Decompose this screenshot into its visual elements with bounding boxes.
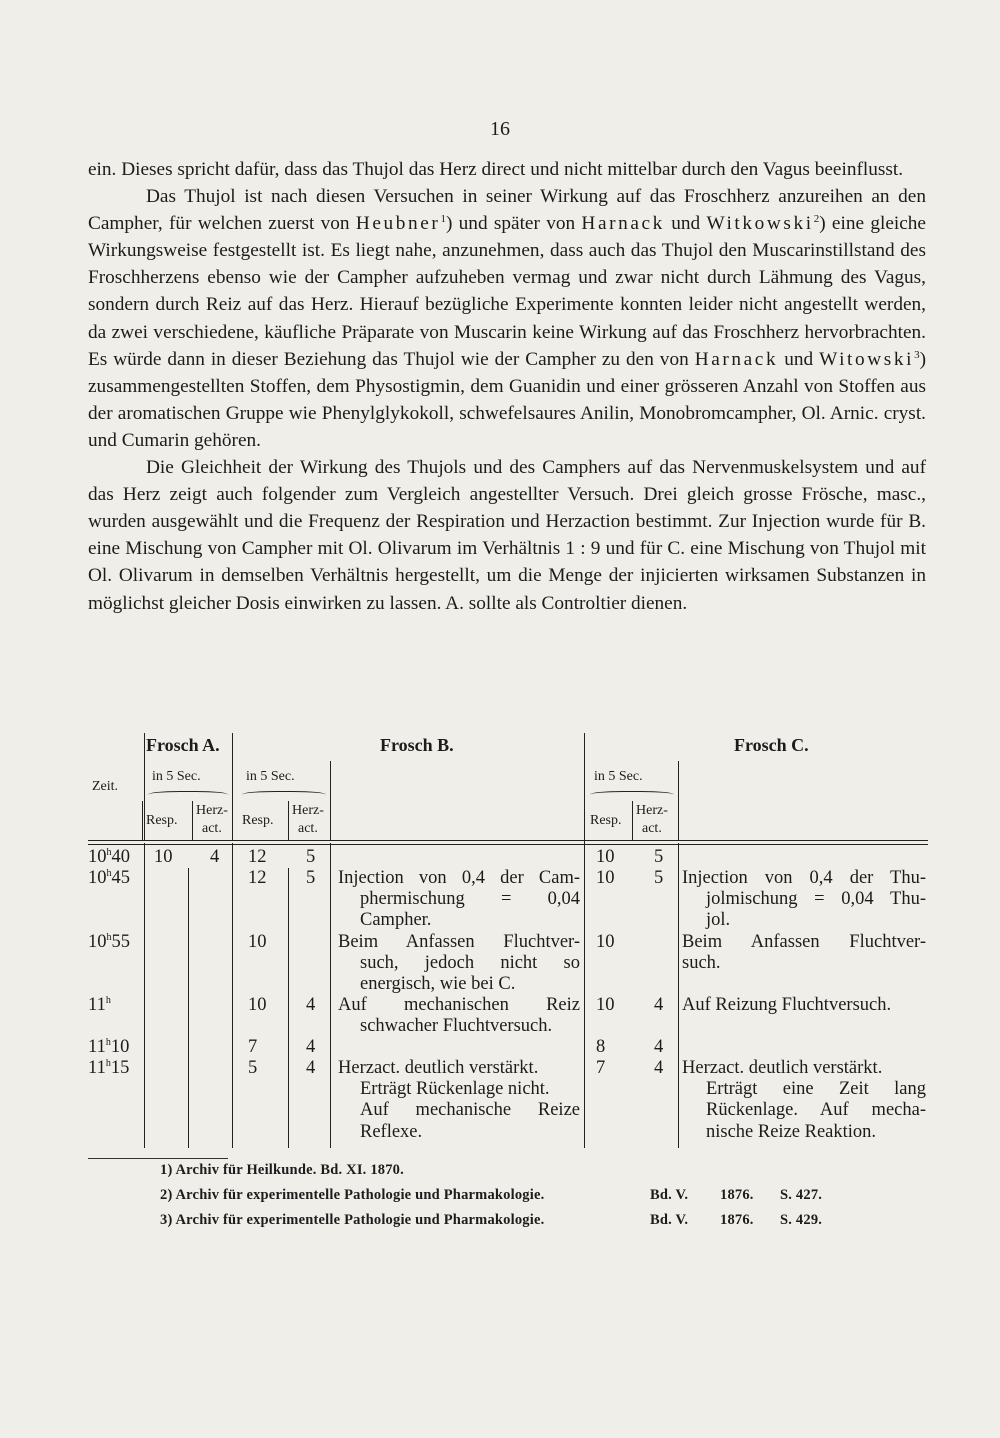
footnote [160,1212,823,1229]
paragraph-3: Die Gleichheit der Wirkung des Thujols und des Camphers auf das Nervenmuskelsystem und auf das Herz zeigt auch folgender zum Vergleich angestellter Versuch. Drei gleich grosse Frösche, masc., wurden ausgewählt und die Frequenz der Respiration und Herzaction bestimmt. Zur Injection wurde für B. eine Mischung von Campher mit Ol. Olivarum im Verhältnis 1 : 9 und für C. eine Mischung von Thujol mit Ol. Olivarum in demselben Verhältnis hergestellt, um die Menge der injicierten wirksamen Substanzen in möglichst gleicher Dosis einwirken zu lassen. A. sollte als Controltier dienen. [88,457,926,614]
footnote [160,1162,404,1179]
header-b-act: act. [298,821,318,836]
row-c-herz: 5 [654,847,664,867]
row-time-unit: h [105,1058,111,1069]
row-time [88,1058,129,1078]
row-time-minute: 15 [110,1058,130,1078]
header-a-resp: Resp. [146,813,178,828]
row-b-remark [338,995,580,1037]
footnote-year: 1876. [720,1187,754,1203]
sub-rule-a [142,801,143,841]
row-c-resp: 8 [596,1037,606,1057]
name-witowski: Witowski [819,348,915,370]
header-a-act: act. [202,821,222,836]
row-time [88,868,130,888]
header-c-herz: Herz- [636,803,668,818]
row-time [88,1037,129,1057]
row-b-resp: 10 [248,932,267,952]
row-b-remark-line: Reflexe. [360,1121,423,1142]
name-heubner: Heubner [355,213,441,235]
paragraph-2b: Es liegt nahe, anzunehmen, dass auch das Thujol den Muscarinstillstand des Froschherzens ebenso wie der Campher aufzuheben vermag und zwar nicht durch Lähmung des Vagus, sondern durch Reiz auf das Herz. Hierauf bezügliche Experimente konnten leider nicht angestellt werden, da zwei verschiedene, käufliche Präparate von Muscarin keine Wirkung auf das Froschherz hervorbrachten. Es würde dann in dieser Beziehung das Thujol wie der Campher zu den von [88,240,926,370]
row-b-herz: 4 [306,1037,316,1057]
experiment-table [88,733,928,1153]
row-b-remark-line: such, jedoch nicht so [360,953,580,974]
row-time-minute: 55 [111,932,130,952]
row-c-remark-line: Herzact. deutlich verstärkt. [682,1058,883,1078]
footnote-text: Archiv für experimentelle Pathologie und Pharmakologie. [175,1212,545,1228]
name-harnack-2: Harnack [694,348,779,370]
body-rule-7 [678,843,679,1148]
sub-rule-a2 [192,801,193,841]
row-b-remark-line: Injection von 0,4 der Cam- [338,868,580,888]
row-c-remark-line: jolmischung = 0,04 Thu- [706,889,926,910]
row-c-herz: 4 [654,1037,664,1057]
header-b-resp: Resp. [242,813,274,828]
row-b-resp: 12 [248,847,267,867]
row-time-unit: h [105,1037,111,1048]
paragraph-2-end: ) eine gleiche Wirkungsweise festgestellt ist. [88,213,926,262]
header-frosch-c: Frosch C. [734,735,809,755]
body-rule-1 [144,843,145,1148]
header-b-herz: Herz- [292,803,324,818]
body-rule-5 [330,843,331,1148]
row-time-unit: h [106,847,112,858]
row-b-remark-line: Campher. [360,910,432,931]
row-b-remark-line: Erträgt Rückenlage nicht. [360,1079,550,1100]
footnote-number: 1) [160,1162,173,1178]
header-frosch-b: Frosch B. [380,735,454,755]
row-time-hour: 11 [88,1058,106,1078]
row-c-herz: 5 [654,868,664,888]
row-b-remark [338,868,580,932]
row-b-remark-line: energisch, wie bei C. [360,974,516,995]
row-c-resp: 10 [596,995,615,1015]
row-b-remark-line: Auf mechanische Reize [360,1100,580,1121]
body-text [88,156,926,617]
row-time-unit: h [106,868,112,879]
col-rule-b-left [330,761,331,841]
col-rule-c-left [678,761,679,841]
row-b-remark-line: Herzact. deutlich verstärkt. [338,1058,539,1078]
row-c-remark [682,1058,926,1143]
row-time [88,995,111,1015]
row-c-remark [682,932,926,974]
conjunction-und: und [671,213,701,235]
row-b-resp: 10 [248,995,267,1015]
row-b-herz: 5 [306,868,316,888]
row-time [88,847,130,867]
footnote-ref-2: 2 [813,213,820,226]
row-b-herz: 5 [306,847,316,867]
row-b-resp: 12 [248,868,267,888]
conjunction-und-2: und [784,348,814,370]
brace-a [148,791,228,800]
row-a-resp: 10 [154,847,173,867]
footnote-year: 1876. [720,1212,754,1228]
row-b-remark-line: Beim Anfassen Fluchtver- [338,932,580,952]
row-c-remark [682,995,926,1016]
row-c-resp: 7 [596,1058,606,1078]
footnote-page: S. 427. [780,1187,823,1203]
header-c-act: act. [642,821,662,836]
brace-b [242,791,326,800]
row-b-remark-line: phermischung = 0,04 [360,889,580,910]
footnote-ref-1: 1 [440,213,446,226]
header-a-herz: Herz- [196,803,228,818]
col-rule-a [232,733,233,841]
row-time-minute: 45 [111,868,130,888]
row-c-resp: 10 [596,847,615,867]
row-time-unit: h [106,932,112,943]
row-c-remark-line: Injection von 0,4 der Thu- [682,868,926,888]
paragraph-1: ein. Dieses spricht dafür, dass das Thujol das Herz direct und nicht mittelbar durch den Vagus beeinflusst. [88,159,904,180]
row-b-remark-line: schwacher Fluchtversuch. [360,1016,553,1037]
row-time-hour: 10 [88,932,107,952]
row-b-remark [338,932,580,996]
row-c-remark-line: nische Reize Reaktion. [706,1121,877,1142]
row-c-remark-line: Erträgt eine Zeit lang [706,1079,926,1100]
footnote-volume: Bd. V. [650,1187,689,1203]
row-c-resp: 10 [596,932,615,952]
header-a-in5sec: in 5 Sec. [152,769,201,784]
row-b-remark [338,1058,580,1143]
row-c-resp: 10 [596,868,615,888]
row-c-herz: 4 [654,995,664,1015]
row-c-remark-line: Beim Anfassen Fluchtver- [682,932,926,952]
row-a-herz: 4 [210,847,220,867]
header-c-in5sec: in 5 Sec. [594,769,643,784]
row-b-herz: 4 [306,1058,316,1078]
footnote-text: Archiv für Heilkunde. Bd. XI. 1870. [175,1162,404,1178]
body-rule-2 [188,868,189,1148]
row-c-remark-line: Rückenlage. Auf mecha- [706,1100,926,1121]
row-b-resp: 7 [248,1037,258,1057]
row-time-hour: 10 [88,847,107,867]
header-b-in5sec: in 5 Sec. [246,769,295,784]
header-frosch-a: Frosch A. [146,735,220,755]
name-witkowski: Witkowski [706,213,814,235]
row-time-hour: 10 [88,868,107,888]
row-c-remark-line: Auf Reizung Fluchtversuch. [682,995,892,1015]
footnote-text: Archiv für experimentelle Pathologie und Pharmakologie. [175,1187,545,1203]
header-c-resp: Resp. [590,813,622,828]
header-rule-2 [88,844,928,845]
row-c-remark-line: jol. [706,910,731,931]
body-rule-3 [232,843,233,1148]
row-time-unit: h [105,995,111,1006]
row-b-remark-line: Auf mechanischen Reiz [338,995,580,1015]
row-time-minute: 10 [110,1037,130,1057]
footnote-rule [88,1158,228,1159]
sub-rule-c [632,801,633,841]
footnote-number: 2) [160,1187,173,1203]
name-harnack: Harnack [581,213,665,235]
page-number: 16 [490,118,510,140]
row-c-remark-line: such. [682,953,721,974]
body-rule-4 [288,868,289,1148]
row-time-minute: 40 [111,847,130,867]
row-b-herz: 4 [306,995,316,1015]
footnote-number: 3) [160,1212,173,1228]
row-b-resp: 5 [248,1058,258,1078]
paragraph-2-cont: ) und später von [445,213,576,235]
footnote-ref-3: 3 [914,348,920,361]
body-rule-6 [584,843,585,1148]
paragraph-2-text: Das Thujol ist nach diesen Versuchen in seiner Wirkung auf das Froschherz anzureihen an den Campher, für welchen zuerst von [88,186,926,235]
header-rule-1 [88,840,928,841]
paragraph-2 [88,183,926,454]
row-time [88,932,130,952]
row-time-hour: 11 [88,1037,106,1057]
col-rule-zeit [144,733,145,841]
sub-rule-b [288,801,289,841]
paragraph-2-final: ) zusammengestellten Stoffen, dem Physostigmin, dem Guanidin und einer grösseren Anzahl von Stoffen aus der aromatischen Gruppe wie Phenylglykokoll, schwefelsaures Anilin, Monobromcampher, Ol. Arnic. cryst. und Cumarin gehören. [88,348,927,451]
row-c-remark [682,868,926,932]
footnote-volume: Bd. V. [650,1212,689,1228]
brace-c [590,791,674,800]
footnote [160,1187,823,1204]
row-c-herz: 4 [654,1058,664,1078]
header-zeit: Zeit. [92,779,119,794]
footnote-page: S. 429. [780,1212,823,1228]
row-time-hour: 11 [88,995,106,1015]
